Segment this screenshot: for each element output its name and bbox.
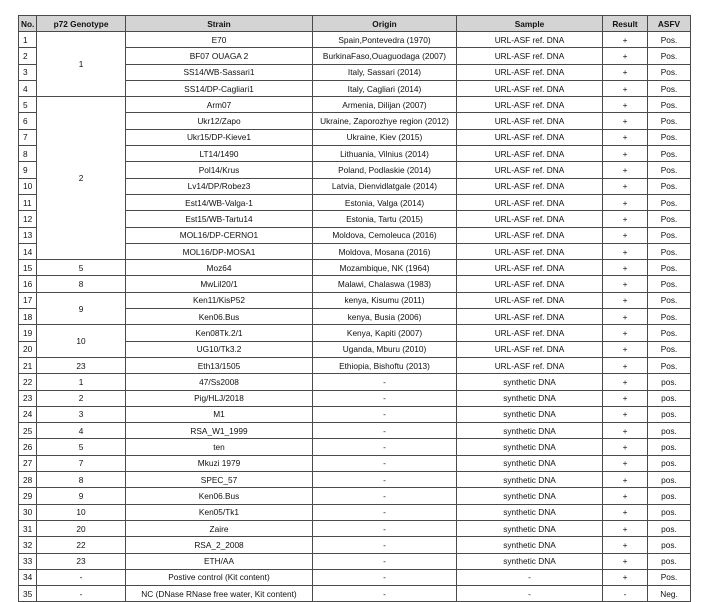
genotype-cell: 9 <box>37 488 126 504</box>
genotype-cell: 2 <box>37 97 126 260</box>
row-number: 25 <box>19 423 37 439</box>
table-row <box>19 260 691 276</box>
result-cell: + <box>603 32 648 48</box>
strain-cell: Zaire <box>126 520 313 536</box>
asfv-cell: Pos. <box>648 162 691 178</box>
row-number: 16 <box>19 276 37 292</box>
genotype-cell: 5 <box>37 439 126 455</box>
result-cell: + <box>603 341 648 357</box>
strain-cell: ten <box>126 439 313 455</box>
sample-cell: URL-ASF ref. DNA <box>457 146 603 162</box>
result-cell: + <box>603 113 648 129</box>
table-row <box>19 553 691 569</box>
origin-cell: Malawi, Chalaswa (1983) <box>313 276 457 292</box>
asfv-cell: Pos. <box>648 97 691 113</box>
result-cell: + <box>603 292 648 308</box>
strain-cell: MwLil20/1 <box>126 276 313 292</box>
row-number: 18 <box>19 309 37 325</box>
origin-cell: - <box>313 537 457 553</box>
result-cell: + <box>603 569 648 585</box>
sample-cell: synthetic DNA <box>457 537 603 553</box>
result-cell: + <box>603 390 648 406</box>
strain-cell: UG10/Tk3.2 <box>126 341 313 357</box>
result-cell: + <box>603 520 648 536</box>
strain-cell: Mkuzi 1979 <box>126 455 313 471</box>
table-body <box>19 32 691 602</box>
strain-cell: Est15/WB-Tartu14 <box>126 211 313 227</box>
table-row <box>19 472 691 488</box>
sample-cell: URL-ASF ref. DNA <box>457 357 603 373</box>
origin-cell: Ukraine, Kiev (2015) <box>313 129 457 145</box>
result-cell: + <box>603 439 648 455</box>
table-row <box>19 520 691 536</box>
strain-cell: Pig/HLJ/2018 <box>126 390 313 406</box>
genotype-cell: 8 <box>37 276 126 292</box>
sample-cell: URL-ASF ref. DNA <box>457 162 603 178</box>
origin-cell: - <box>313 455 457 471</box>
table-row <box>19 292 691 308</box>
origin-cell: - <box>313 374 457 390</box>
row-number: 6 <box>19 113 37 129</box>
sample-cell: synthetic DNA <box>457 455 603 471</box>
asfv-cell: pos. <box>648 537 691 553</box>
strain-cell: Arm07 <box>126 97 313 113</box>
row-number: 3 <box>19 64 37 80</box>
table-row <box>19 276 691 292</box>
sample-cell: synthetic DNA <box>457 488 603 504</box>
origin-cell: - <box>313 423 457 439</box>
genotype-cell: 3 <box>37 406 126 422</box>
asfv-cell: pos. <box>648 504 691 520</box>
table-row <box>19 569 691 585</box>
asfv-cell: pos. <box>648 520 691 536</box>
asfv-cell: pos. <box>648 472 691 488</box>
row-number: 29 <box>19 488 37 504</box>
sample-cell: synthetic DNA <box>457 439 603 455</box>
origin-cell: - <box>313 520 457 536</box>
result-cell: + <box>603 48 648 64</box>
origin-cell: Mozambique, NK (1964) <box>313 260 457 276</box>
result-cell: + <box>603 178 648 194</box>
strain-cell: MOL16/DP-MOSA1 <box>126 243 313 259</box>
result-cell: + <box>603 260 648 276</box>
row-number: 22 <box>19 374 37 390</box>
genotype-table <box>18 15 691 602</box>
row-number: 8 <box>19 146 37 162</box>
row-number: 30 <box>19 504 37 520</box>
sample-cell: synthetic DNA <box>457 406 603 422</box>
row-number: 23 <box>19 390 37 406</box>
row-number: 19 <box>19 325 37 341</box>
sample-cell: URL-ASF ref. DNA <box>457 97 603 113</box>
row-number: 14 <box>19 243 37 259</box>
asfv-cell: pos. <box>648 439 691 455</box>
sample-cell: URL-ASF ref. DNA <box>457 32 603 48</box>
result-cell: + <box>603 504 648 520</box>
origin-cell: BurkinaFaso,Ouaguodaga (2007) <box>313 48 457 64</box>
origin-cell: - <box>313 553 457 569</box>
strain-cell: Ukr12/Zapo <box>126 113 313 129</box>
origin-cell: Estonia, Valga (2014) <box>313 194 457 210</box>
sample-cell: URL-ASF ref. DNA <box>457 113 603 129</box>
table-row <box>19 537 691 553</box>
asfv-cell: Pos. <box>648 32 691 48</box>
row-number: 35 <box>19 586 37 602</box>
origin-cell: Italy, Sassari (2014) <box>313 64 457 80</box>
result-cell: + <box>603 276 648 292</box>
result-cell: + <box>603 406 648 422</box>
origin-cell: Ukraine, Zaporozhye region (2012) <box>313 113 457 129</box>
asfv-cell: Pos. <box>648 260 691 276</box>
genotype-cell: 1 <box>37 32 126 97</box>
row-number: 34 <box>19 569 37 585</box>
sample-cell: synthetic DNA <box>457 423 603 439</box>
genotype-cell: 8 <box>37 472 126 488</box>
table-row <box>19 32 691 48</box>
result-cell: + <box>603 553 648 569</box>
header-strain: Strain <box>126 16 313 32</box>
genotype-cell: 5 <box>37 260 126 276</box>
asfv-cell: pos. <box>648 390 691 406</box>
sample-cell: URL-ASF ref. DNA <box>457 64 603 80</box>
table-row <box>19 455 691 471</box>
strain-cell: SPEC_57 <box>126 472 313 488</box>
table-row <box>19 357 691 373</box>
sample-cell: URL-ASF ref. DNA <box>457 194 603 210</box>
origin-cell: - <box>313 569 457 585</box>
result-cell: + <box>603 194 648 210</box>
asfv-cell: Pos. <box>648 146 691 162</box>
result-cell: + <box>603 64 648 80</box>
result-cell: + <box>603 472 648 488</box>
sample-cell: URL-ASF ref. DNA <box>457 243 603 259</box>
strain-cell: MOL16/DP-CERNO1 <box>126 227 313 243</box>
result-cell: + <box>603 97 648 113</box>
row-number: 7 <box>19 129 37 145</box>
row-number: 15 <box>19 260 37 276</box>
row-number: 32 <box>19 537 37 553</box>
asfv-cell: Pos. <box>648 113 691 129</box>
asfv-cell: pos. <box>648 374 691 390</box>
result-cell: + <box>603 325 648 341</box>
asfv-cell: Pos. <box>648 276 691 292</box>
row-number: 17 <box>19 292 37 308</box>
origin-cell: Lithuania, Vilnius (2014) <box>313 146 457 162</box>
origin-cell: Latvia, Dienvidlatgale (2014) <box>313 178 457 194</box>
origin-cell: Moldova, Cemoleuca (2016) <box>313 227 457 243</box>
origin-cell: Moldova, Mosana (2016) <box>313 243 457 259</box>
row-number: 10 <box>19 178 37 194</box>
row-number: 31 <box>19 520 37 536</box>
header-asfv: ASFV <box>648 16 691 32</box>
genotype-cell: 9 <box>37 292 126 325</box>
asfv-cell: Pos. <box>648 194 691 210</box>
result-cell: + <box>603 227 648 243</box>
asfv-cell: pos. <box>648 406 691 422</box>
row-number: 21 <box>19 357 37 373</box>
strain-cell: 47/Ss2008 <box>126 374 313 390</box>
strain-cell: ETH/AA <box>126 553 313 569</box>
genotype-cell: 1 <box>37 374 126 390</box>
strain-cell: Ken06.Bus <box>126 309 313 325</box>
origin-cell: Ethiopia, Bishoftu (2013) <box>313 357 457 373</box>
asfv-cell: Pos. <box>648 341 691 357</box>
sample-cell: synthetic DNA <box>457 504 603 520</box>
origin-cell: kenya, Busia (2006) <box>313 309 457 325</box>
result-cell: + <box>603 357 648 373</box>
sample-cell: URL-ASF ref. DNA <box>457 276 603 292</box>
sample-cell: URL-ASF ref. DNA <box>457 48 603 64</box>
result-cell: + <box>603 423 648 439</box>
asfv-cell: Pos. <box>648 569 691 585</box>
sample-cell: URL-ASF ref. DNA <box>457 260 603 276</box>
sample-cell: URL-ASF ref. DNA <box>457 211 603 227</box>
strain-cell: Est14/WB-Valga-1 <box>126 194 313 210</box>
genotype-cell: 7 <box>37 455 126 471</box>
strain-cell: Ken11/KisP52 <box>126 292 313 308</box>
strain-cell: Pol14/Krus <box>126 162 313 178</box>
table-row <box>19 406 691 422</box>
row-number: 4 <box>19 80 37 96</box>
origin-cell: Poland, Podlaskie (2014) <box>313 162 457 178</box>
strain-cell: Eth13/1505 <box>126 357 313 373</box>
sample-cell: synthetic DNA <box>457 520 603 536</box>
strain-cell: Ukr15/DP-Kieve1 <box>126 129 313 145</box>
origin-cell: Kenya, Kapiti (2007) <box>313 325 457 341</box>
table-row <box>19 390 691 406</box>
asfv-cell: Pos. <box>648 64 691 80</box>
table-row <box>19 504 691 520</box>
asfv-cell: Pos. <box>648 211 691 227</box>
asfv-cell: Pos. <box>648 309 691 325</box>
asfv-cell: Neg. <box>648 586 691 602</box>
header-row <box>19 16 691 32</box>
asfv-cell: Pos. <box>648 325 691 341</box>
origin-cell: Uganda, Mburu (2010) <box>313 341 457 357</box>
result-cell: + <box>603 162 648 178</box>
sample-cell: - <box>457 586 603 602</box>
strain-cell: Ken06.Bus <box>126 488 313 504</box>
sample-cell: URL-ASF ref. DNA <box>457 129 603 145</box>
table-row <box>19 488 691 504</box>
asfv-cell: Pos. <box>648 227 691 243</box>
origin-cell: - <box>313 472 457 488</box>
sample-cell: URL-ASF ref. DNA <box>457 309 603 325</box>
asfv-cell: pos. <box>648 553 691 569</box>
strain-cell: Moz64 <box>126 260 313 276</box>
origin-cell: - <box>313 390 457 406</box>
strain-cell: E70 <box>126 32 313 48</box>
origin-cell: - <box>313 488 457 504</box>
origin-cell: kenya, Kisumu (2011) <box>313 292 457 308</box>
row-number: 26 <box>19 439 37 455</box>
row-number: 1 <box>19 32 37 48</box>
genotype-cell: 23 <box>37 357 126 373</box>
table-row <box>19 586 691 602</box>
genotype-cell: - <box>37 586 126 602</box>
row-number: 12 <box>19 211 37 227</box>
asfv-cell: Pos. <box>648 243 691 259</box>
origin-cell: Italy, Cagliari (2014) <box>313 80 457 96</box>
genotype-cell: 20 <box>37 520 126 536</box>
header-sample: Sample <box>457 16 603 32</box>
header-result: Result <box>603 16 648 32</box>
table-row <box>19 325 691 341</box>
strain-cell: RSA_2_2008 <box>126 537 313 553</box>
asfv-cell: Pos. <box>648 48 691 64</box>
genotype-cell: 22 <box>37 537 126 553</box>
strain-cell: Lv14/DP/Robez3 <box>126 178 313 194</box>
asfv-cell: Pos. <box>648 357 691 373</box>
sample-cell: synthetic DNA <box>457 472 603 488</box>
genotype-cell: 10 <box>37 325 126 358</box>
sample-cell: URL-ASF ref. DNA <box>457 80 603 96</box>
result-cell: + <box>603 129 648 145</box>
genotype-cell: 2 <box>37 390 126 406</box>
result-cell: + <box>603 374 648 390</box>
row-number: 24 <box>19 406 37 422</box>
table-row <box>19 97 691 113</box>
genotype-cell: 4 <box>37 423 126 439</box>
asfv-cell: Pos. <box>648 292 691 308</box>
row-number: 20 <box>19 341 37 357</box>
result-cell: + <box>603 80 648 96</box>
origin-cell: - <box>313 406 457 422</box>
strain-cell: SS14/DP-Cagliari1 <box>126 80 313 96</box>
asfv-cell: Pos. <box>648 129 691 145</box>
asfv-cell: Pos. <box>648 178 691 194</box>
sample-cell: synthetic DNA <box>457 390 603 406</box>
row-number: 27 <box>19 455 37 471</box>
origin-cell: - <box>313 504 457 520</box>
sample-cell: URL-ASF ref. DNA <box>457 292 603 308</box>
strain-cell: Postive control (Kit content) <box>126 569 313 585</box>
sample-cell: URL-ASF ref. DNA <box>457 178 603 194</box>
row-number: 2 <box>19 48 37 64</box>
asfv-cell: pos. <box>648 423 691 439</box>
strain-cell: LT14/1490 <box>126 146 313 162</box>
row-number: 28 <box>19 472 37 488</box>
sample-cell: synthetic DNA <box>457 374 603 390</box>
row-number: 13 <box>19 227 37 243</box>
result-cell: + <box>603 537 648 553</box>
genotype-cell: - <box>37 569 126 585</box>
row-number: 33 <box>19 553 37 569</box>
sample-cell: URL-ASF ref. DNA <box>457 227 603 243</box>
result-cell: + <box>603 309 648 325</box>
sample-cell: URL-ASF ref. DNA <box>457 325 603 341</box>
row-number: 11 <box>19 194 37 210</box>
origin-cell: - <box>313 439 457 455</box>
table-row <box>19 423 691 439</box>
origin-cell: - <box>313 586 457 602</box>
asfv-cell: pos. <box>648 455 691 471</box>
table-row <box>19 374 691 390</box>
sample-cell: - <box>457 569 603 585</box>
asfv-cell: pos. <box>648 488 691 504</box>
result-cell: + <box>603 243 648 259</box>
asfv-cell: Pos. <box>648 80 691 96</box>
strain-cell: BF07 OUAGA 2 <box>126 48 313 64</box>
header-no: No. <box>19 16 37 32</box>
genotype-cell: 10 <box>37 504 126 520</box>
origin-cell: Estonia, Tartu (2015) <box>313 211 457 227</box>
strain-cell: NC (DNase RNase free water, Kit content) <box>126 586 313 602</box>
result-cell: + <box>603 455 648 471</box>
result-cell: - <box>603 586 648 602</box>
result-cell: + <box>603 211 648 227</box>
strain-cell: Ken08Tk.2/1 <box>126 325 313 341</box>
strain-cell: M1 <box>126 406 313 422</box>
result-cell: + <box>603 488 648 504</box>
header-genotype: p72 Genotype <box>37 16 126 32</box>
sample-cell: URL-ASF ref. DNA <box>457 341 603 357</box>
strain-cell: Ken05/Tk1 <box>126 504 313 520</box>
row-number: 5 <box>19 97 37 113</box>
table-row <box>19 439 691 455</box>
result-cell: + <box>603 146 648 162</box>
origin-cell: Spain,Pontevedra (1970) <box>313 32 457 48</box>
strain-cell: SS14/WB-Sassari1 <box>126 64 313 80</box>
genotype-cell: 23 <box>37 553 126 569</box>
origin-cell: Armenia, Dilijan (2007) <box>313 97 457 113</box>
row-number: 9 <box>19 162 37 178</box>
strain-cell: RSA_W1_1999 <box>126 423 313 439</box>
sample-cell: synthetic DNA <box>457 553 603 569</box>
header-origin: Origin <box>313 16 457 32</box>
